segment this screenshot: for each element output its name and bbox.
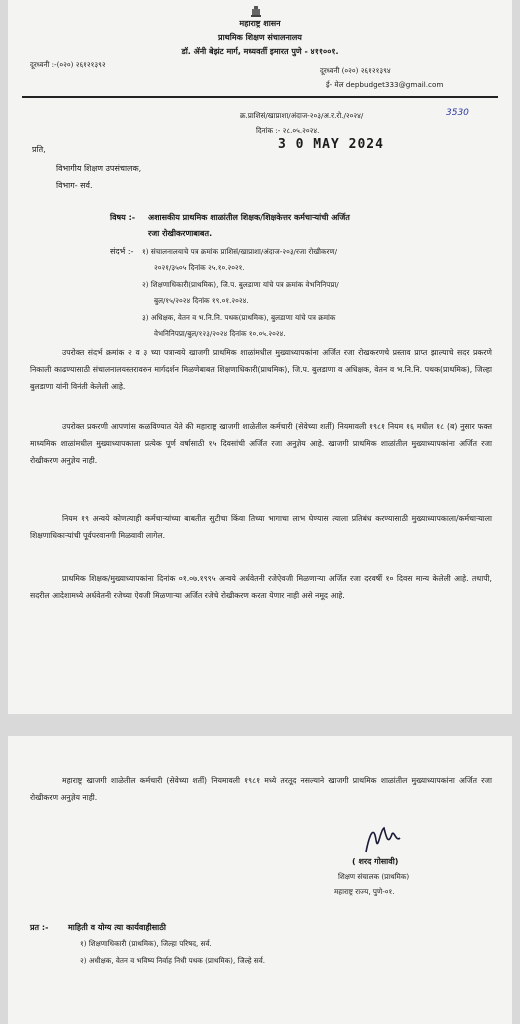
signature-mark [362, 822, 402, 858]
phone-right: दूरध्वनी (०२०) २६१२१३९४ [320, 66, 391, 75]
handwritten-number: 3530 [446, 108, 469, 118]
office-address: डॉ. ॲनी बेझंट मार्ग, मध्यवर्ती इमारत पुणे - ४११००१. [181, 47, 339, 56]
reference-item: १) संचालनालयाचे पत्र क्रमांक प्राशिसं/खाप्राशा/अंदाज-२०३/रजा रोखीकरण/ [142, 247, 338, 256]
signatory-place: महाराष्ट्र राज्य, पुणे-०१. [334, 887, 395, 896]
signatory-designation: शिक्षण संचालक (प्राथमिक) [338, 872, 410, 881]
reference-item: ३) अधिक्षक, वेतन व भ.नि.नि. पथक(प्राथमिक), बुलडाणा यांचे पत्र क्रमांक [142, 313, 336, 322]
reference-item: वेभनिनिपप्रा/बुल/१२३/२०२४ दिनांक १०.०५.२०२४. [154, 329, 286, 338]
header-divider [22, 96, 498, 98]
body-paragraph-1: उपरोक्त संदर्भ क्रमांक २ व ३ च्या पत्रान्वये खाजगी प्राथमिक शाळांमधील मुख्याध्यापकांना अर्जित रजा रोखकरणचे प्रस्ताव प्राप्त झाल्याचे सदर प्रकरणे निकाली काढण्यासाठी संचालनालयस्तरावरुन मार्गदर्शन मिळणेबाबत शिक्षणाधिकारी(प्राथमिक), जि.प. बुलडाणा व अधिक्षक, वेतन व भ.नि.नि. पथक(प्राथमिक), जिल्हा बुलडाणा यांनी विनंती केलेली आहे. [30, 348, 492, 391]
reference-item: बुल/१५/२०२४ दिनांक १९.०१.२०२४. [154, 296, 249, 305]
copy-item: २) अधीक्षक, वेतन व भविष्य निर्वाह निधी पथक (प्राथमिक), जिल्हे सर्व. [80, 956, 266, 965]
body-paragraph-2: उपरोक्त प्रकरणी आपणांस कळविण्यात येते की महाराष्ट्र खाजगी शाळेतील कर्मचारी (सेवेच्या शर्ती) नियमावली १९८१ नियम १६ मधील १८ (ब) नुसार फक्त माध्यमिक शाळांमधील मुख्याध्यापकाला प्रत्येक पूर्ण वर्षासाठी १५ दिवसांची अर्जित रजा अनुज्ञेय आहे. खाजगी प्राथमिक शाळांतील मुख्याध्यापकांना अर्जित रजा रोखीकरण अनुज्ञेय नाही. [30, 422, 492, 465]
reference-item: २) शिक्षणाधिकारी(प्राथमिक), जि.प. बुलडाणा यांचे पत्र क्रमांक वेभनिनिपप्रा/ [142, 280, 339, 289]
document-page-1 [8, 0, 512, 714]
email: ई- मेल depbudget333@gmail.com [326, 80, 444, 89]
recipient-line-1: विभागीय शिक्षण उपसंचालक, [56, 164, 142, 173]
copy-item: १) शिक्षणाधिकारी (प्राथमिक), जिल्हा परिषद, सर्व. [80, 939, 212, 948]
office-name: प्राथमिक शिक्षण संचालनालय [218, 33, 302, 42]
references-label: संदर्भ :- [110, 247, 134, 256]
date-stamp: 3 0 MAY 2024 [278, 137, 384, 152]
document-page-2 [8, 736, 512, 1024]
reference-item: २०२१/३५०५ दिनांक २५.१०.२०२१. [154, 263, 245, 272]
reference-number: क्र.प्राशिसं/खाप्राशा/अंदाज-२०३/अ.र.रो./२०२४/ [240, 111, 364, 120]
national-emblem-icon [251, 6, 261, 18]
signatory-name: ( शरद गोसावी) [352, 857, 399, 866]
body-paragraph-4: प्राथमिक शिक्षक/मुख्याध्यापकांना दिनांक ०१.०७.१९९५ अन्वये अर्धवेतनी रजेऐवजी मिळणाऱ्या अर्जित रजा दरवर्षी १० दिवस मान्य केलेली आहे. तथापी, सदरील आदेशामध्ये अर्धवेतनी रजेच्या ऐवजी मिळणाऱ्या अर्जित रजेचे रोखीकरण करता येणार नाही असे नमूद आहे. [30, 574, 492, 600]
subject-line-2: रजा रोखीकरणाबाबत. [148, 229, 213, 238]
subject-line-1: अशासकीय प्राथमिक शाळांतील शिक्षक/शिक्षकेत्तर कर्मचाऱ्यांची अर्जित [148, 213, 350, 222]
prati: प्रति, [32, 145, 46, 154]
recipient-line-2: विभाग- सर्व. [56, 181, 93, 190]
body-paragraph-3: नियम १९ अन्वये कोणत्याही कर्मचाऱ्यांच्या बाबतीत सुटीचा किंवा तिच्या भागाचा लाभ घेण्यास त्याला प्रतिबंध करण्यासाठी मुख्याध्यापकाला/कर्मचाऱ्याला शिक्षणाधिकाऱ्यांची पूर्वपरवानगी मिळवावी लागेल. [30, 514, 492, 540]
letter-date: दिनांक :- २८.०५.२०२४. [256, 126, 320, 135]
body-paragraph-5: महाराष्ट्र खाजगी शाळेतील कर्मचारी (सेवेच्या शर्ती) नियमावली १९८१ मध्ये तरतूद नसल्याने खाजगी प्राथमिक शाळांतील मुख्याध्यापकांना अर्जित रजा रोखीकरण अनुज्ञेय नाही. [30, 776, 492, 802]
copy-heading: माहिती व योग्य त्या कार्यवाहीसाठी [68, 923, 166, 932]
government-name: महाराष्ट्र शासन [239, 19, 281, 28]
copy-label: प्रत :- [30, 923, 49, 932]
phone-left: दूरध्वनी :-(०२०) २६१२१३९२ [30, 60, 106, 69]
subject-label: विषय :- [110, 213, 136, 222]
